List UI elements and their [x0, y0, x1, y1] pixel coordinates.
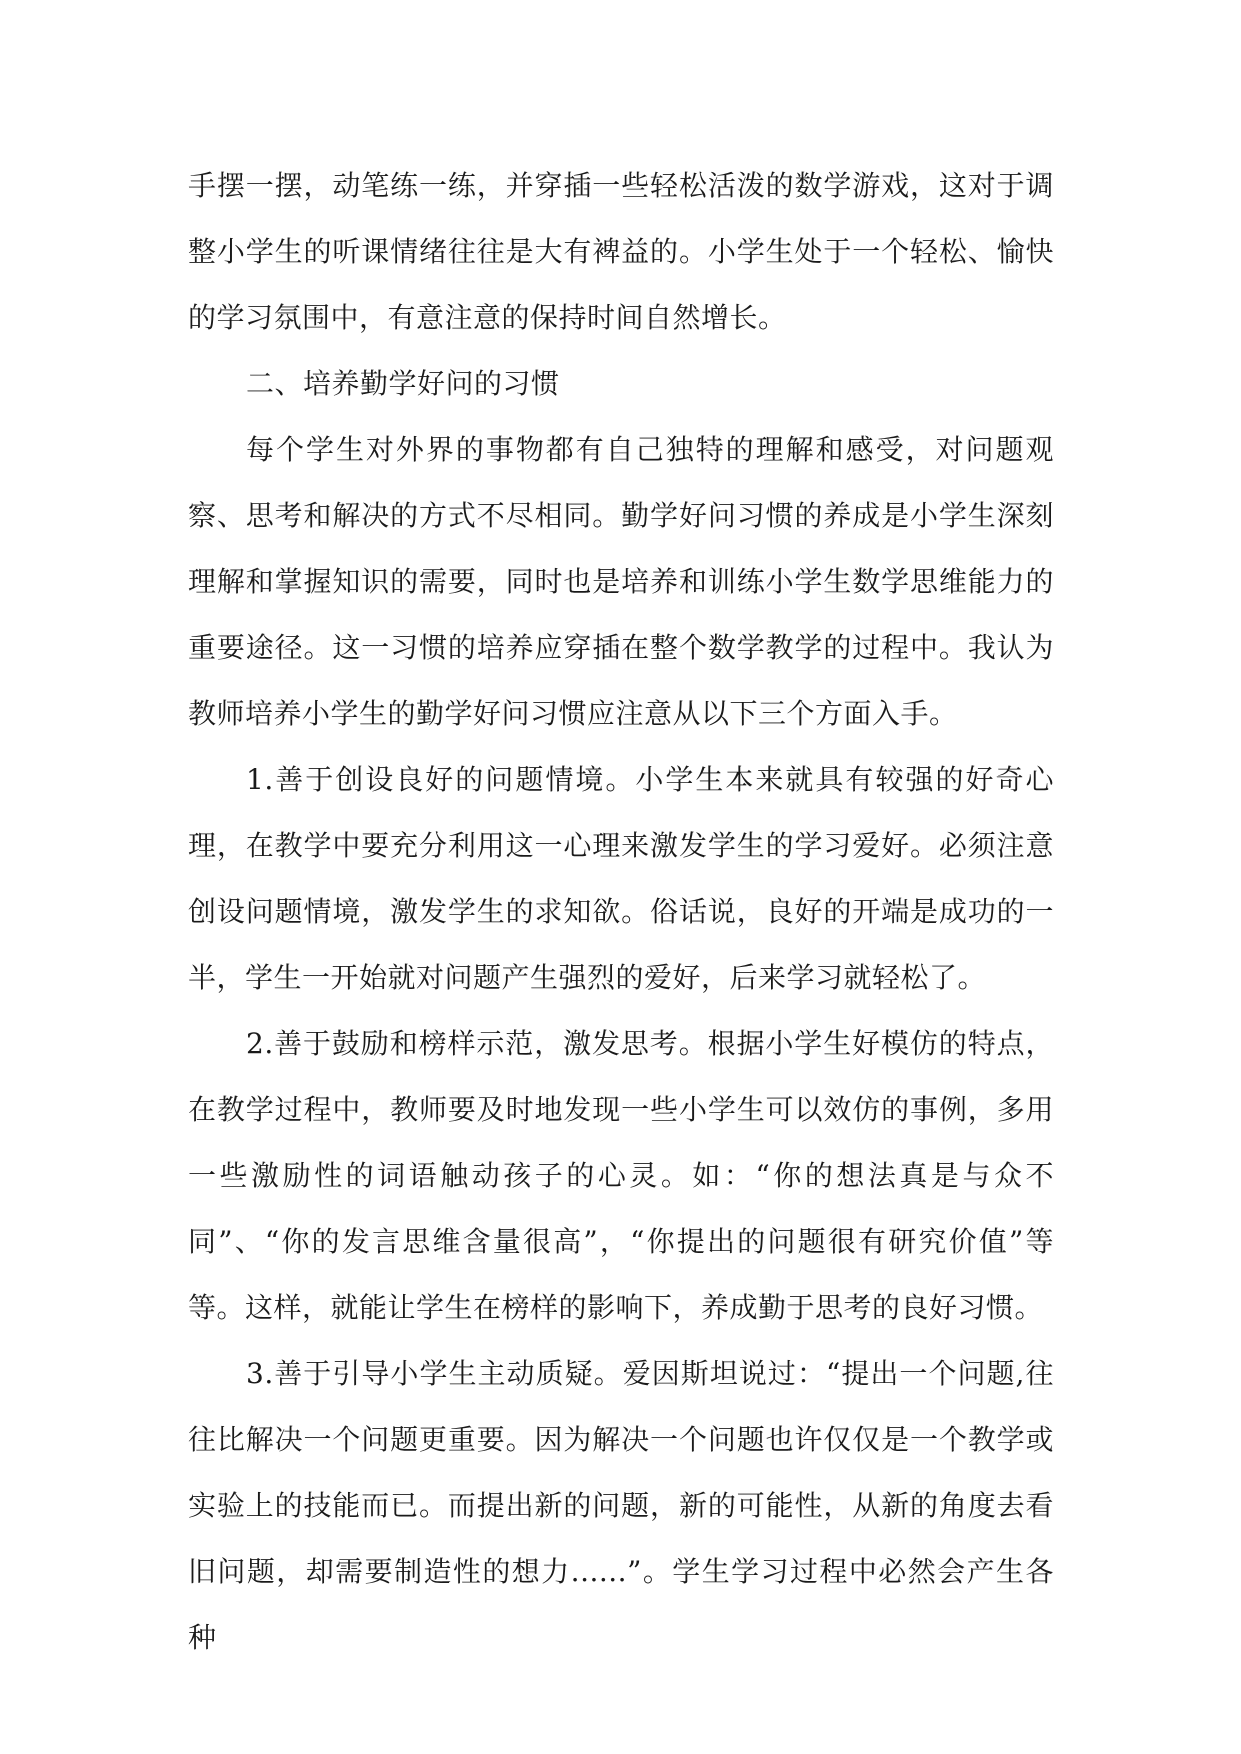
paragraph-continuation: 手摆一摆，动笔练一练，并穿插一些轻松活泼的数学游戏，这对于调整小学生的听课情绪往往是大有裨益的。小学生处于一个轻松、愉快的学习氛围中，有意注意的保持时间自然增长。 [188, 169, 1054, 334]
paragraph-point-2: 2.善于鼓励和榜样示范，激发思考。根据小学生好模仿的特点，在教学过程中，教师要及时地发现一些小学生可以效仿的事例，多用一些激励性的词语触动孩子的心灵。如：“你的想法真是与众不同”、“你的发言思维含量很高”，“你提出的问题很有研究价值”等等。这样，就能让学生在榜样的影响下，养成勤于思考的良好习惯。 [188, 1027, 1054, 1324]
paragraph-intro: 每个学生对外界的事物都有自己独特的理解和感受，对问题观察、思考和解决的方式不尽相同。勤学好问习惯的养成是小学生深刻理解和掌握知识的需要，同时也是培养和训练小学生数学思维能力的重要途径。这一习惯的培养应穿插在整个数学教学的过程中。我认为教师培养小学生的勤学好问习惯应注意从以下三个方面入手。 [188, 433, 1054, 730]
paragraph-point-1: 1.善于创设良好的问题情境。小学生本来就具有较强的好奇心理，在教学中要充分利用这一心理来激发学生的学习爱好。必须注意创设问题情境，激发学生的求知欲。俗话说，良好的开端是成功的一半，学生一开始就对问题产生强烈的爱好，后来学习就轻松了。 [188, 763, 1054, 994]
section-heading: 二、培养勤学好问的习惯 [246, 367, 560, 400]
document-page [188, 153, 1054, 1671]
paragraph-point-3: 3.善于引导小学生主动质疑。爱因斯坦说过：“提出一个问题,往往比解决一个问题更重要。因为解决一个问题也许仅仅是一个教学或实验上的技能而已。而提出新的问题，新的可能性，从新的角度去看旧问题，却需要制造性的想力......”。学生学习过程中必然会产生各种 [188, 1357, 1054, 1654]
